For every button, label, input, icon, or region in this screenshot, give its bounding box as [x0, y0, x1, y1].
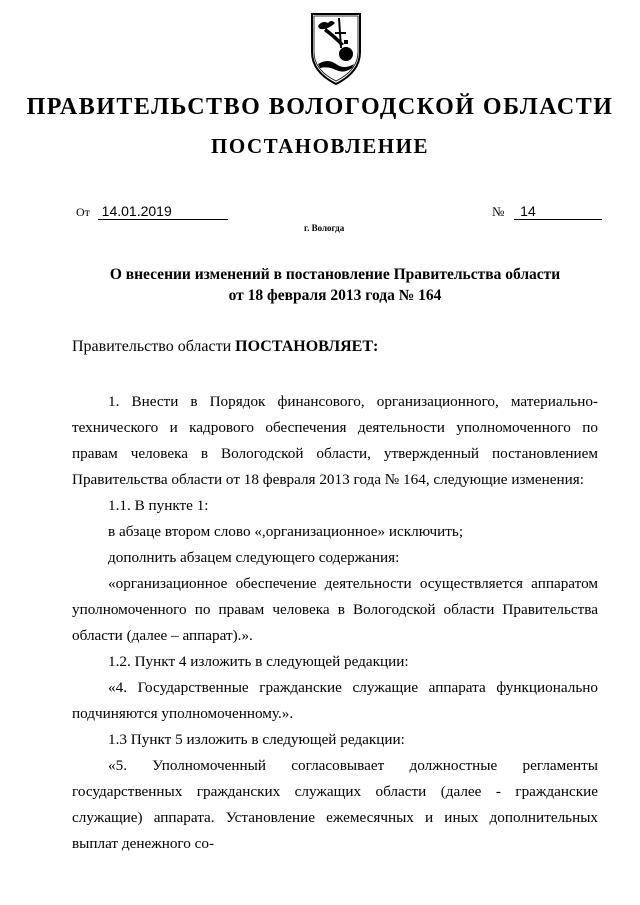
subject-line-1: О внесении изменений в постановление Правительства области	[109, 266, 561, 283]
number-row	[492, 203, 602, 221]
paragraph: 1.3 Пункт 5 изложить в следующей редакции:	[108, 731, 405, 748]
document-body	[72, 389, 598, 857]
paragraph: 1.2. Пункт 4 изложить в следующей редакции:	[108, 653, 409, 670]
date-row	[76, 203, 228, 221]
paragraph: «4. Государственные гражданские служащие аппарата функционально подчиняются уполномоченному.».	[72, 679, 598, 722]
city-label: г. Вологда	[304, 223, 345, 233]
decree-prefix: Правительство области	[72, 338, 236, 355]
document-number: 14	[514, 203, 602, 220]
number-prefix: №	[492, 204, 505, 219]
document-subject	[80, 264, 590, 306]
decree-statement	[72, 338, 378, 356]
paragraph: 1. Внести в Порядок финансового, организационного, материально-технического и кадрового обеспечения деятельности уполномоченного по правам человека в Вологодской области, утвержденный постановлением Правительства области от 18 февраля 2013 года № 164, следующие изменения:	[72, 393, 598, 488]
document-type: ПОСТАНОВЛЕНИЕ	[211, 134, 429, 158]
date-prefix: От	[76, 205, 90, 219]
paragraph: «организационное обеспечение деятельности осуществляется аппаратом уполномоченного по правам человека в Вологодской области Правительства области (далее – аппарат).».	[72, 575, 598, 644]
paragraph: «5. Уполномоченный согласовывает должностные регламенты государственных гражданских служащих области (далее - гражданские служащие) аппарата. Установление ежемесячных и иных дополнительных выплат денежного со-	[72, 757, 598, 852]
subject-line-2: от 18 февраля 2013 года № 164	[228, 287, 442, 304]
decree-verb: ПОСТАНОВЛЯЕТ:	[235, 338, 379, 355]
paragraph: в абзаце втором слово «,организационное» исключить;	[108, 523, 464, 540]
document-date: 14.01.2019	[98, 203, 228, 220]
paragraph: 1.1. В пункте 1:	[108, 497, 209, 514]
paragraph: дополнить абзацем следующего содержания:	[108, 549, 400, 566]
government-title: ПРАВИТЕЛЬСТВО ВОЛОГОДСКОЙ ОБЛАСТИ	[26, 94, 614, 120]
coat-of-arms-icon	[304, 8, 368, 88]
